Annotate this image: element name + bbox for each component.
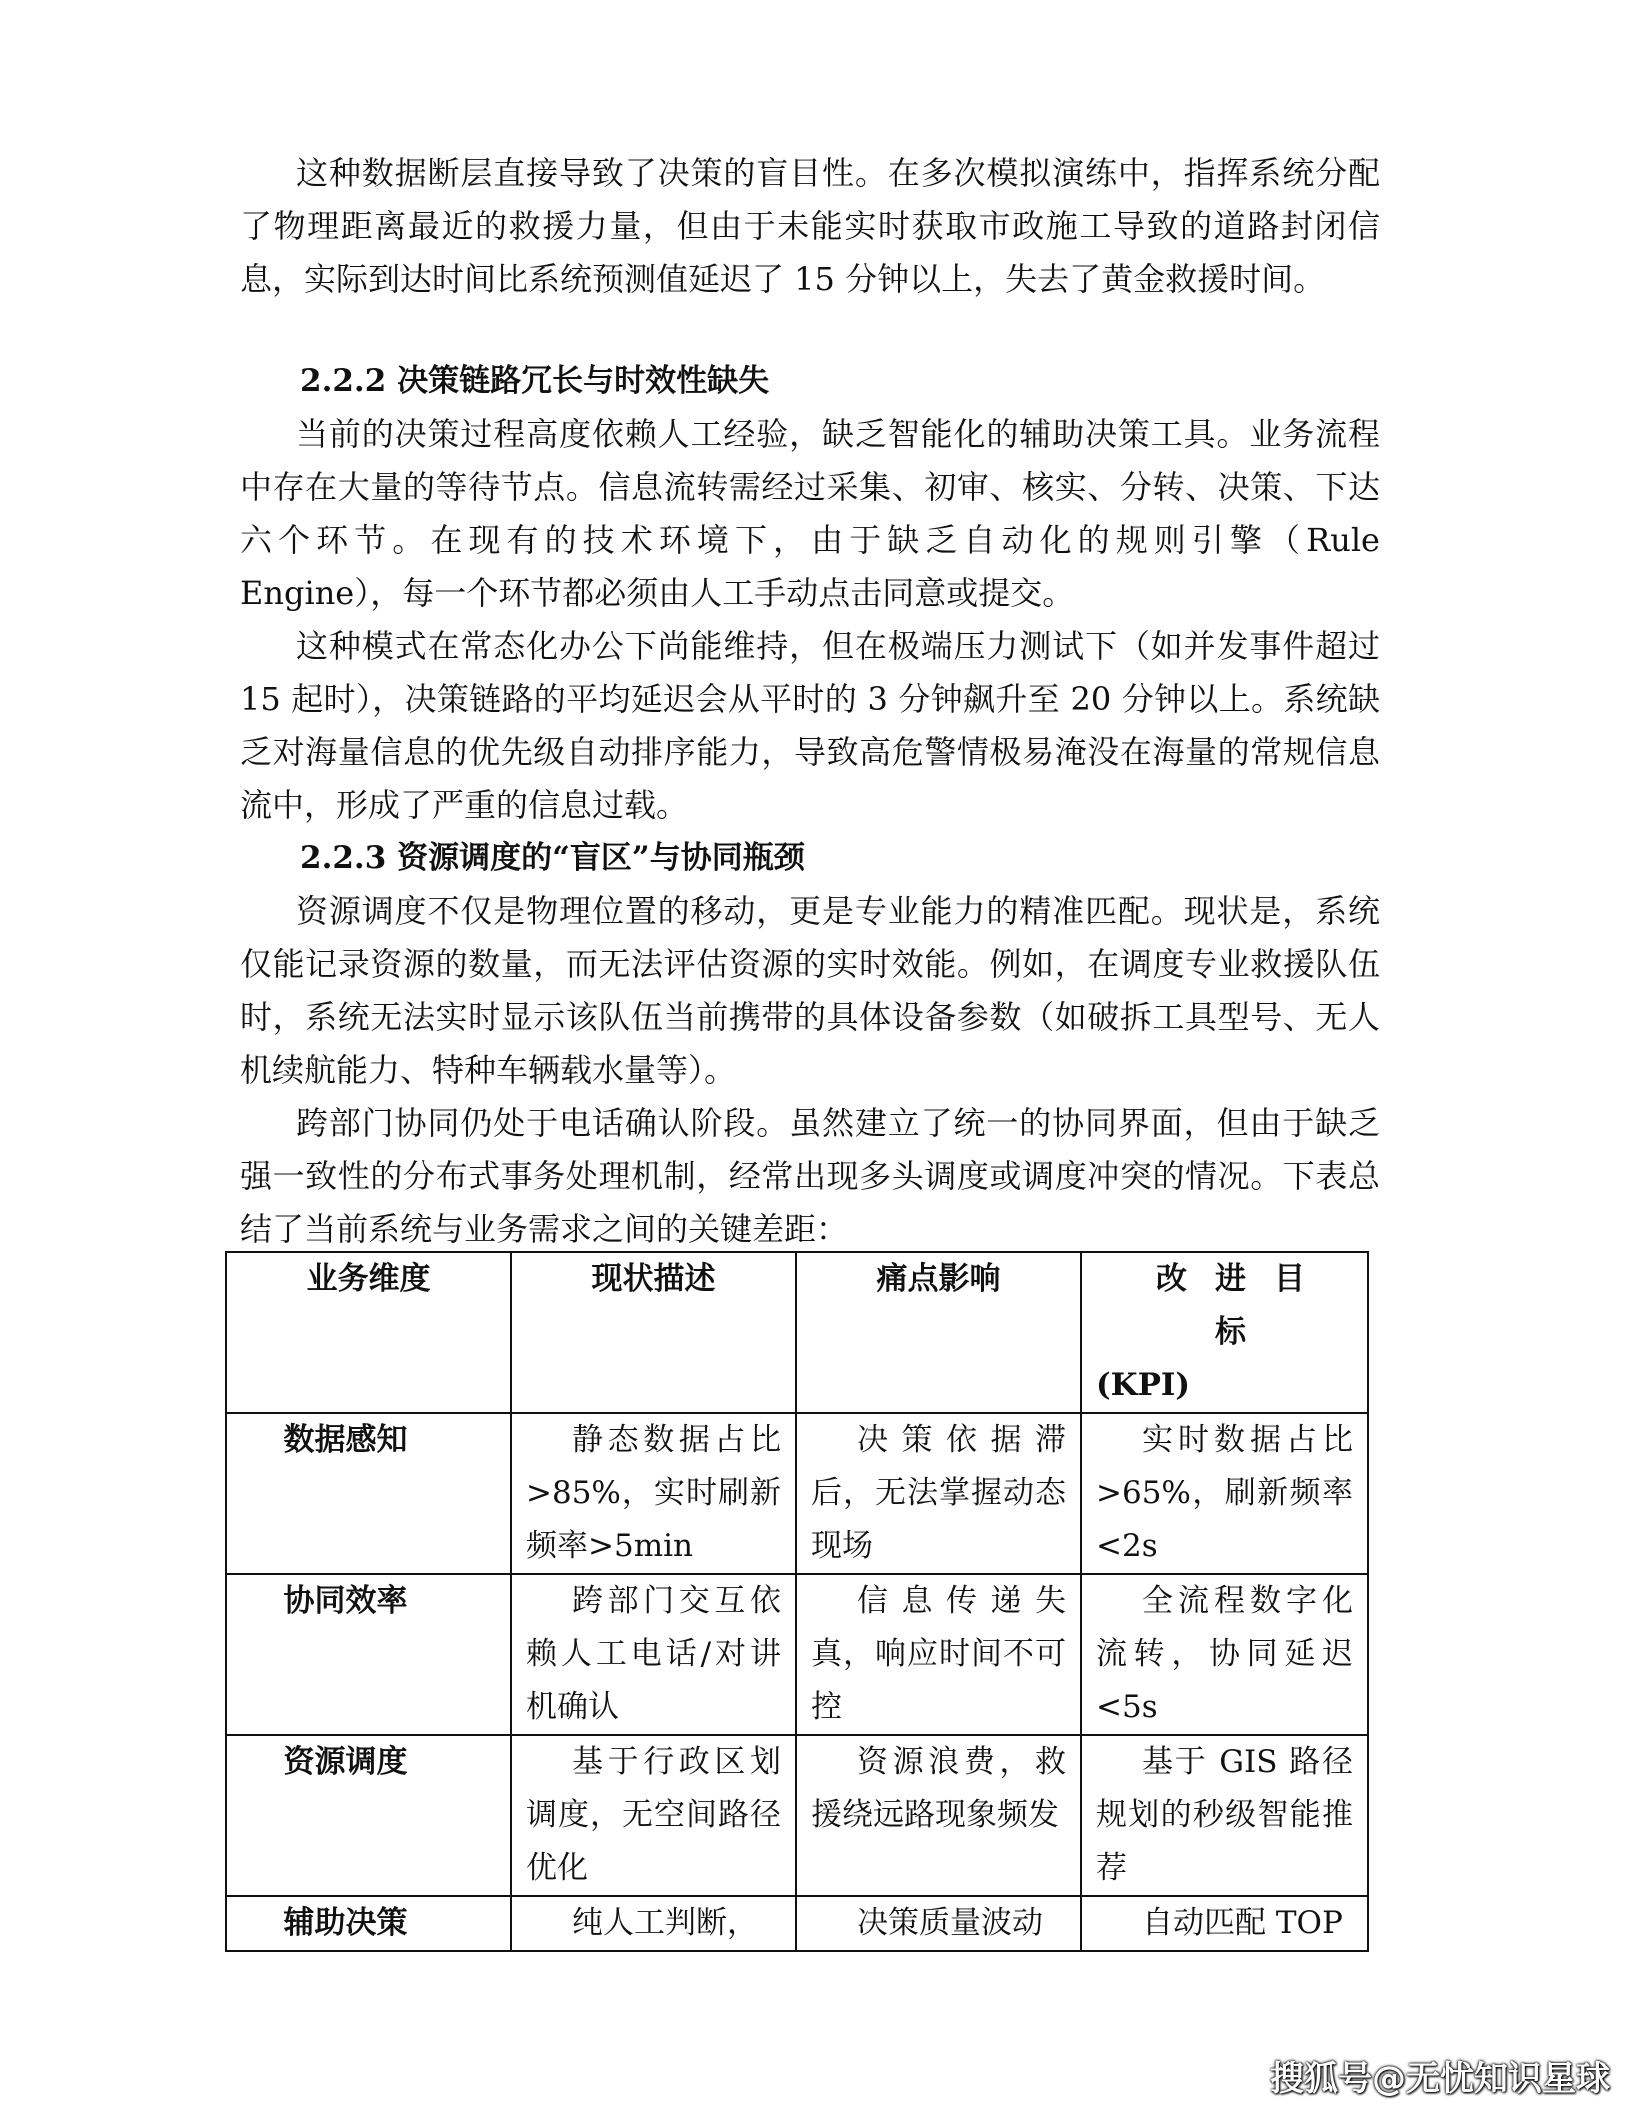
header-goal: [1081, 1252, 1368, 1413]
cell-goal: 自动匹配 TOP: [1081, 1896, 1368, 1951]
table-row: [226, 1413, 1368, 1574]
header-impact: 痛点影响: [796, 1252, 1081, 1413]
cell-status: 纯人工判断，: [511, 1896, 796, 1951]
gap-analysis-table: [225, 1251, 1369, 1952]
table-row: [226, 1574, 1368, 1735]
table-row: [226, 1735, 1368, 1896]
cell-dimension: 资源调度: [226, 1735, 511, 1896]
header-goal-line1: 改进目标: [1156, 1261, 1333, 1350]
section-heading-2-2-3: 2.2.3 资源调度的“盲区”与协同瓶颈: [300, 840, 805, 876]
cell-impact: 决策依据滞后，无法掌握动态现场: [796, 1413, 1081, 1574]
paragraph-decision-chain: 当前的决策过程高度依赖人工经验，缺乏智能化的辅助决策工具。业务流程中存在大量的等待节点。信息流转需经过采集、初审、核实、分转、决策、下达六个环节。在现有的技术环境下，由于缺乏自动化的规则引擎（Rule Engine），每一个环节都必须由人工手动点击同意或提交。: [240, 415, 1380, 612]
paragraph-resource-dispatch: 资源调度不仅是物理位置的移动，更是专业能力的精准匹配。现状是，系统仅能记录资源的数量，而无法评估资源的实时效能。例如，在调度专业救援队伍时，系统无法实时显示该队伍当前携带的具体设备参数（如破拆工具型号、无人机续航能力、特种车辆载水量等）。: [240, 892, 1380, 1089]
cell-impact: 资源浪费，救援绕远路现象频发: [796, 1735, 1081, 1896]
cell-status: 基于行政区划调度，无空间路径优化: [511, 1735, 796, 1896]
cell-status: 静态数据占比>85%，实时刷新频率>5min: [511, 1413, 796, 1574]
section-heading-2-2-2: 2.2.2 决策链路冗长与时效性缺失: [300, 363, 770, 399]
table-row: [226, 1896, 1368, 1951]
cell-dimension: 数据感知: [226, 1413, 511, 1574]
header-dimension: 业务维度: [226, 1252, 511, 1413]
header-status: 现状描述: [511, 1252, 796, 1413]
cell-goal: 实时数据占比>65%，刷新频率<2s: [1081, 1413, 1368, 1574]
header-goal-line2: (KPI): [1096, 1367, 1191, 1403]
paragraph-cross-department: 跨部门协同仍处于电话确认阶段。虽然建立了统一的协同界面，但由于缺乏强一致性的分布式事务处理机制，经常出现多头调度或调度冲突的情况。下表总结了当前系统与业务需求之间的关键差距：: [240, 1104, 1380, 1248]
cell-dimension: 协同效率: [226, 1574, 511, 1735]
watermark: 搜狐号@无忧知识星球: [1270, 2059, 1610, 2099]
paragraph-decision-blindness: 这种数据断层直接导致了决策的盲目性。在多次模拟演练中，指挥系统分配了物理距离最近的救援力量，但由于未能实时获取市政施工导致的道路封闭信息，实际到达时间比系统预测值延迟了 15 分钟以上，失去了黄金救援时间。: [240, 154, 1380, 298]
cell-dimension: 辅助决策: [226, 1896, 511, 1951]
cell-impact: 信息传递失真，响应时间不可控: [796, 1574, 1081, 1735]
table-header-row: [226, 1252, 1368, 1413]
paragraph-stress-test: 这种模式在常态化办公下尚能维持，但在极端压力测试下（如并发事件超过 15 起时），决策链路的平均延迟会从平时的 3 分钟飙升至 20 分钟以上。系统缺乏对海量信息的优先级自动排序能力，导致高危警情极易淹没在海量的常规信息流中，形成了严重的信息过载。: [240, 627, 1380, 824]
cell-impact: 决策质量波动: [796, 1896, 1081, 1951]
cell-goal: 基于 GIS 路径规划的秒级智能推荐: [1081, 1735, 1368, 1896]
cell-status: 跨部门交互依赖人工电话/对讲机确认: [511, 1574, 796, 1735]
cell-goal: 全流程数字化流转，协同延迟<5s: [1081, 1574, 1368, 1735]
